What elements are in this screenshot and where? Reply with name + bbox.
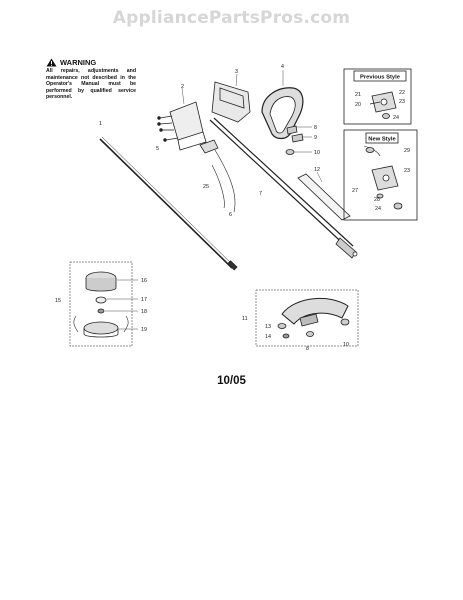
callout-17: 17 xyxy=(141,297,147,303)
warning-title-text: WARNING xyxy=(60,58,97,67)
warning-body-text: All repairs, adjustments and maintenance not described in the Operator's Manual must be performed by qualified service personnel. xyxy=(46,68,136,101)
callout-20-prev: 20 xyxy=(355,102,361,108)
watermark-text: AppliancePartsPros.com xyxy=(112,8,351,28)
callout-8-guard: 8 xyxy=(306,346,309,352)
callout-1: 1 xyxy=(99,121,102,127)
part-guard-group xyxy=(256,290,358,346)
part-drive-shaft xyxy=(100,137,237,270)
callout-15: 15 xyxy=(55,298,61,304)
callout-24-prev: 24 xyxy=(393,115,399,121)
callout-12: 12 xyxy=(314,167,320,173)
callout-18: 18 xyxy=(141,309,147,315)
callout-14: 14 xyxy=(265,334,271,340)
callout-6: 6 xyxy=(229,212,232,218)
callout-27-new: 27 xyxy=(352,188,358,194)
part-hardware-small xyxy=(286,126,312,155)
callout-7: 7 xyxy=(259,191,262,197)
callout-29-new: 29 xyxy=(404,148,410,154)
callout-8: 8 xyxy=(314,125,317,131)
callout-2: 2 xyxy=(181,84,184,90)
callout-3: 3 xyxy=(235,69,238,75)
callout-23-prev: 23 xyxy=(399,99,405,105)
previous-style-title: Previous Style xyxy=(360,74,400,81)
callout-21-prev: 21 xyxy=(355,92,361,98)
callout-22-prev: 22 xyxy=(399,90,405,96)
date-code: 10/05 xyxy=(217,375,246,387)
callout-25: 25 xyxy=(203,184,209,190)
callout-28-new: 28 xyxy=(374,197,380,203)
callout-16: 16 xyxy=(141,278,147,284)
callout-23-new: 23 xyxy=(404,168,410,174)
part-trimmer-head-group xyxy=(70,262,138,346)
callout-5: 5 xyxy=(156,146,159,152)
callout-24-new: 24 xyxy=(375,206,381,212)
callout-19: 19 xyxy=(141,327,147,333)
callout-9: 9 xyxy=(314,135,317,141)
part-throttle-cable xyxy=(200,140,235,212)
callout-4: 4 xyxy=(281,64,284,70)
callout-13: 13 xyxy=(265,324,271,330)
part-outer-tube xyxy=(210,118,357,258)
new-style-title: New Style xyxy=(368,136,396,143)
callout-10: 10 xyxy=(314,150,320,156)
callout-10-guard: 10 xyxy=(343,342,349,348)
part-handle-clamp xyxy=(212,74,250,122)
callout-11: 11 xyxy=(242,316,248,322)
part-shaft-housing xyxy=(298,172,350,220)
part-handle-bracket xyxy=(158,88,206,150)
